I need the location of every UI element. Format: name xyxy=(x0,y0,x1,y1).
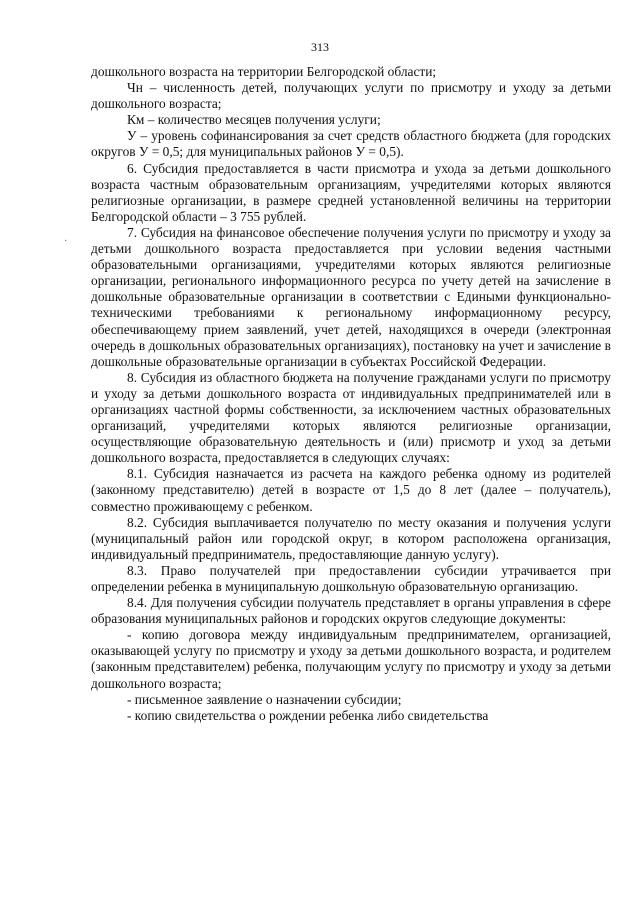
page-number: 313 xyxy=(311,40,329,54)
paragraph: 8.1. Субсидия назначается из расчета на каждого ребенка одному из родителей (законному представителю) детей в возрасте от 1,5 до 8 лет (далее – получатель), совместно проживающему с ребенком. xyxy=(91,466,611,514)
paragraph: 8.3. Право получателей при предоставлении субсидии утрачивается при определении ребенка в муниципальную дошкольную образовательную организацию. xyxy=(91,562,611,594)
paragraph: Км – количество месяцев получения услуги; xyxy=(127,112,381,128)
paragraph: 7. Субсидия на финансовое обеспечение получения услуги по присмотру и уходу за детьми дошкольного возраста предоставляется при условии ведения частными образовательными организациями, учредителями которых являются религиозные организации, регионального информационного ресурса по учету детей на зачисление в дошкольные образовательные организации в соответствии с Едиными функционально-техническими требованиями к региональному информационному ресурсу, обеспечивающему прием заявлений, учет детей, находящихся в очереди (электронная очередь в дошкольных образовательных организациях), постановку на учет и зачисление в дошкольные образовательные организации в субъектах Российской Федерации. xyxy=(91,224,611,369)
paragraph: 8. Субсидия из областного бюджета на получение гражданами услуги по присмотру и уходу за детьми дошкольного возраста от индивидуальных предпринимателей или в организациях частной формы собственности, за исключением частных образовательных организаций, учредителями которых являются религиозные организации, осуществляющие образовательную деятельность и (или) присмотр и уход за детьми дошкольного возраста, предоставляется в следующих случаях: xyxy=(91,369,611,466)
paragraph: Чн – численность детей, получающих услуги по присмотру и уходу за детьми дошкольного возраста; xyxy=(91,80,611,112)
scan-mark: · xyxy=(64,236,68,247)
paragraph: 8.4. Для получения субсидии получатель представляет в органы управления в сфере образования муниципальных районов и городских округов следующие документы: xyxy=(91,595,611,627)
paragraph: - копию договора между индивидуальным предпринимателем, организацией, оказывающей услугу по присмотру и уходу за детьми дошкольного возраста, и родителем (законным представителем) ребенка, получающим услугу по присмотру и уходу за детьми дошкольного возраста; xyxy=(91,627,611,691)
paragraph: дошкольного возраста на территории Белгородской области; xyxy=(91,64,437,79)
paragraph: 8.2. Субсидия выплачивается получателю по месту оказания и получения услуги (муниципальный район или городской округ, в котором расположена организация, индивидуальный предприниматель, предоставляющие данную услугу). xyxy=(91,514,611,562)
paragraph: - письменное заявление о назначении субсидии; xyxy=(127,691,402,707)
document-body xyxy=(91,64,611,724)
paragraph: 6. Субсидия предоставляется в части присмотра и ухода за детьми дошкольного возраста частным образовательным организациям, учредителями которых являются религиозные организации, в размере средней установленной величины на территории Белгородской области – 3 755 рублей. xyxy=(91,160,611,224)
paragraph: - копию свидетельства о рождении ребенка либо свидетельства xyxy=(127,707,489,723)
paragraph: У – уровень софинансирования за счет средств областного бюджета (для городских округов У = 0,5; для муниципальных районов У = 0,5). xyxy=(91,128,611,160)
